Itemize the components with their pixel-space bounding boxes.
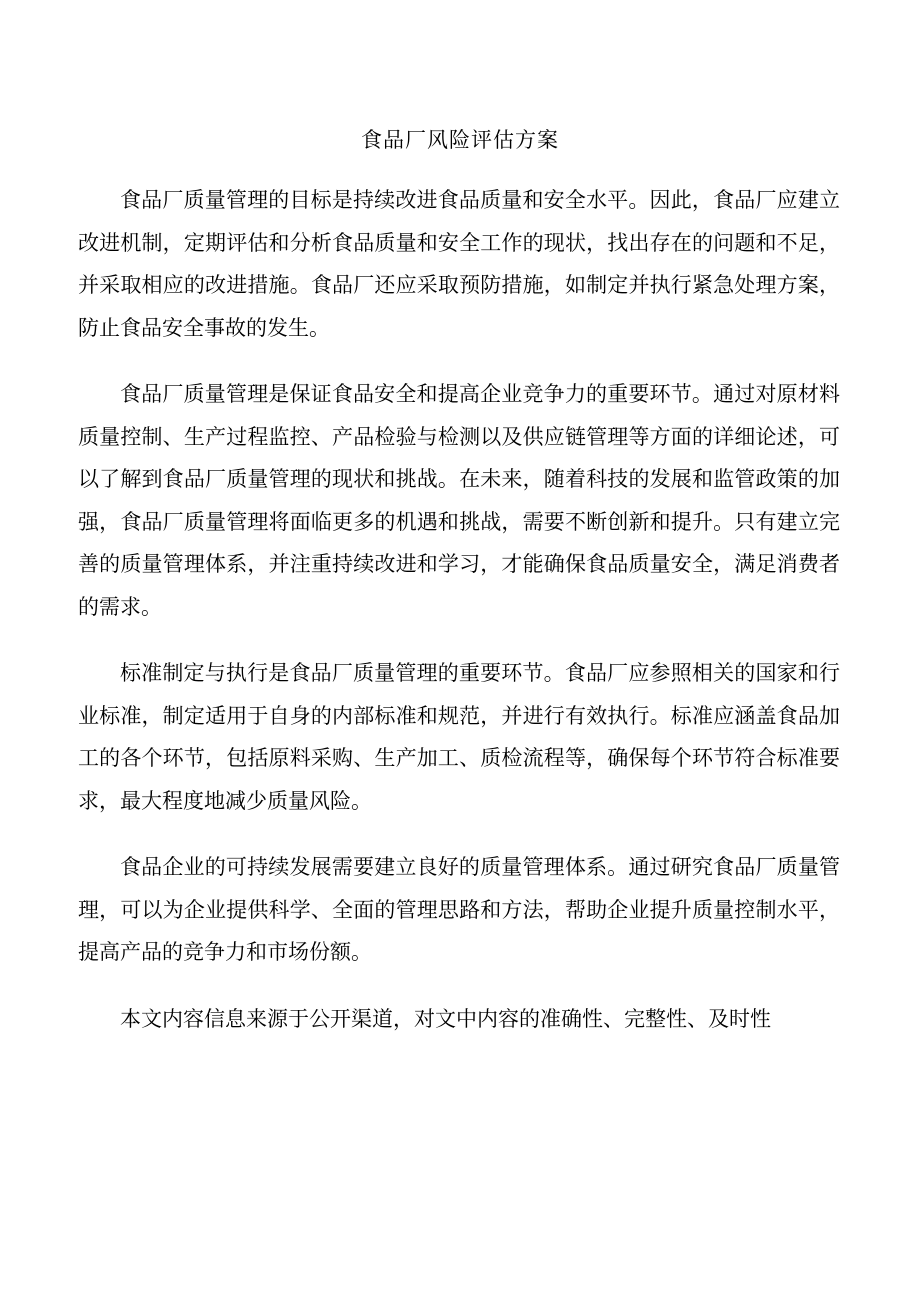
paragraph-disclaimer: 本文内容信息来源于公开渠道，对文中内容的准确性、完整性、及时性 bbox=[120, 1006, 771, 1031]
document-body bbox=[78, 179, 840, 1064]
document-title: 食品厂风险评估方案 bbox=[361, 128, 559, 152]
paragraph-quality-importance: 食品厂质量管理是保证食品安全和提高企业竞争力的重要环节。通过对原材料质量控制、生产过程监控、产品检验与检测以及供应链管理等方面的详细论述，可以了解到食品厂质量管理的现状和挑战。在未来，随着科技的发展和监管政策的加强，食品厂质量管理将面临更多的机遇和挑战，需要不断创新和提升。只有建立完善的质量管理体系，并注重持续改进和学习，才能确保食品质量安全，满足消费者的需求。 bbox=[78, 382, 840, 619]
paragraph-standards: 标准制定与执行是食品厂质量管理的重要环节。食品厂应参照相关的国家和行业标准，制定适用于自身的内部标准和规范，并进行有效执行。标准应涵盖食品加工的各个环节，包括原料采购、生产加工、质检流程等，确保每个环节符合标准要求，最大程度地减少质量风险。 bbox=[78, 661, 840, 813]
paragraph-quality-goal: 食品厂质量管理的目标是持续改进食品质量和安全水平。因此，食品厂应建立改进机制，定期评估和分析食品质量和安全工作的现状，找出存在的问题和不足，并采取相应的改进措施。食品厂还应采取预防措施，如制定并执行紧急处理方案，防止食品安全事故的发生。 bbox=[78, 188, 840, 340]
paragraph-sustainability: 食品企业的可持续发展需要建立良好的质量管理体系。通过研究食品厂质量管理，可以为企业提供科学、全面的管理思路和方法，帮助企业提升质量控制水平，提高产品的竞争力和市场份额。 bbox=[78, 855, 840, 964]
